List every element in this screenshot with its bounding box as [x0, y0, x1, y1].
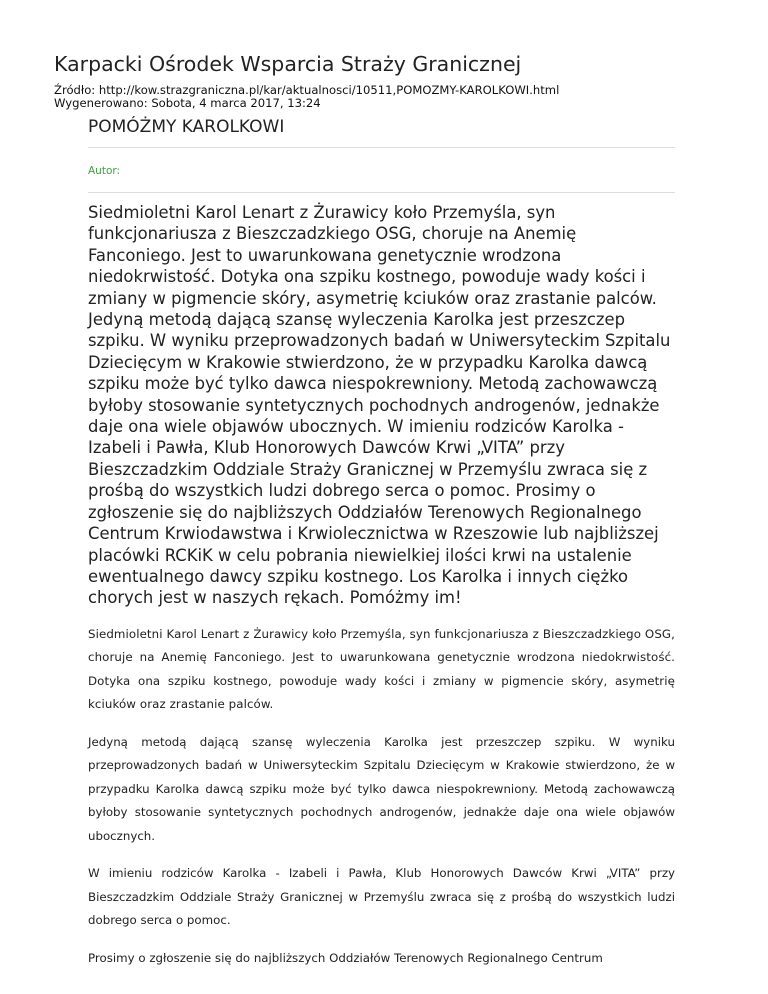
article — [88, 114, 675, 970]
article-paragraph: Jedyną metodą dającą szansę wyleczenia Karolka jest przeszczep szpiku. W wyniku przeprowadzonych badań w Uniwersyteckim Szpitalu Dziecięcym w Krakowie stwierdzono, że w przypadku Karolka dawcą szpiku może być tylko dawca niespokrewniony. Metodą zachowawczą byłoby stosowanie syntetycznych pochodnych androgenów, jednakże daje ona wiele objawów ubocznych. — [88, 734, 675, 843]
author-divider — [88, 192, 675, 193]
title-divider — [88, 147, 675, 148]
article-paragraph: W imieniu rodziców Karolka - Izabeli i Pawła, Klub Honorowych Dawców Krwi „VITA” przy Bieszczadzkim Oddziale Straży Granicznej w Przemyślu zwraca się z prośbą do wszystkich ludzi dobrego serca o pomoc. — [88, 866, 675, 928]
site-title: Karpacki Ośrodek Wsparcia Straży Granicznej — [54, 52, 522, 76]
generated-timestamp: Wygenerowano: Sobota, 4 marca 2017, 13:24 — [54, 95, 321, 110]
article-paragraph: Siedmioletni Karol Lenart z Żurawicy koło Przemyśla, syn funkcjonariusza z Bieszczadzkiego OSG, choruje na Anemię Fanconiego. Jest to uwarunkowana genetycznie wrodzona niedokrwistość. Dotyka ona szpiku kostnego, powoduje wady kości i zmiany w pigmencie skóry, asymetrię kciuków oraz zrastanie palców. — [88, 626, 675, 712]
source-url: Źródło: http://kow.strazgraniczna.pl/kar/aktualnosci/10511,POMOZMY-KAROLKOWI.html — [54, 83, 560, 97]
print-metadata — [54, 84, 559, 109]
author-label: Autor: — [88, 165, 121, 177]
article-title: POMÓŻMY KAROLKOWI — [88, 117, 285, 137]
article-lead: Siedmioletni Karol Lenart z Żurawicy koło Przemyśla, syn funkcjonariusza z Bieszczadzkiego OSG, choruje na Anemię Fanconiego. Jest to uwarunkowana genetycznie wrodzona niedokrwistość. Dotyka ona szpiku kostnego, powoduje wady kości i zmiany w pigmencie skóry, asymetrię kciuków oraz zrastanie palców. Jedyną metodą dającą szansę wyleczenia Karolka jest przeszczep szpiku. W wyniku przeprowadzonych badań w Uniwersyteckim Szpitalu Dziecięcym w Krakowie stwierdzono, że w przypadku Karolka dawcą szpiku może być tylko dawca niespokrewniony. Metodą zachowawczą byłoby stosowanie syntetycznych pochodnych androgenów, jednakże daje ona wiele objawów ubocznych. W imieniu rodziców Karolka - Izabeli i Pawła, Klub Honorowych Dawców Krwi „VITA” przy Bieszczadzkim Oddziale Straży Granicznej w Przemyślu zwraca się z prośbą do wszystkich ludzi dobrego serca o pomoc. Prosimy o zgłoszenie się do najbliższych Oddziałów Terenowych Regionalnego Centrum Krwiodawstwa i Krwiolecznictwa w Rzeszowie lub najbliższej placówki RCKiK w celu pobrania niewielkiej ilości krwi na ustalenie ewentualnego dawcy szpiku kostnego. Los Karolka i innych ciężko chorych jest w naszych rękach. Pomóżmy im! — [88, 203, 671, 608]
article-paragraph: Prosimy o zgłoszenie się do najbliższych Oddziałów Terenowych Regionalnego Centrum — [88, 950, 603, 965]
